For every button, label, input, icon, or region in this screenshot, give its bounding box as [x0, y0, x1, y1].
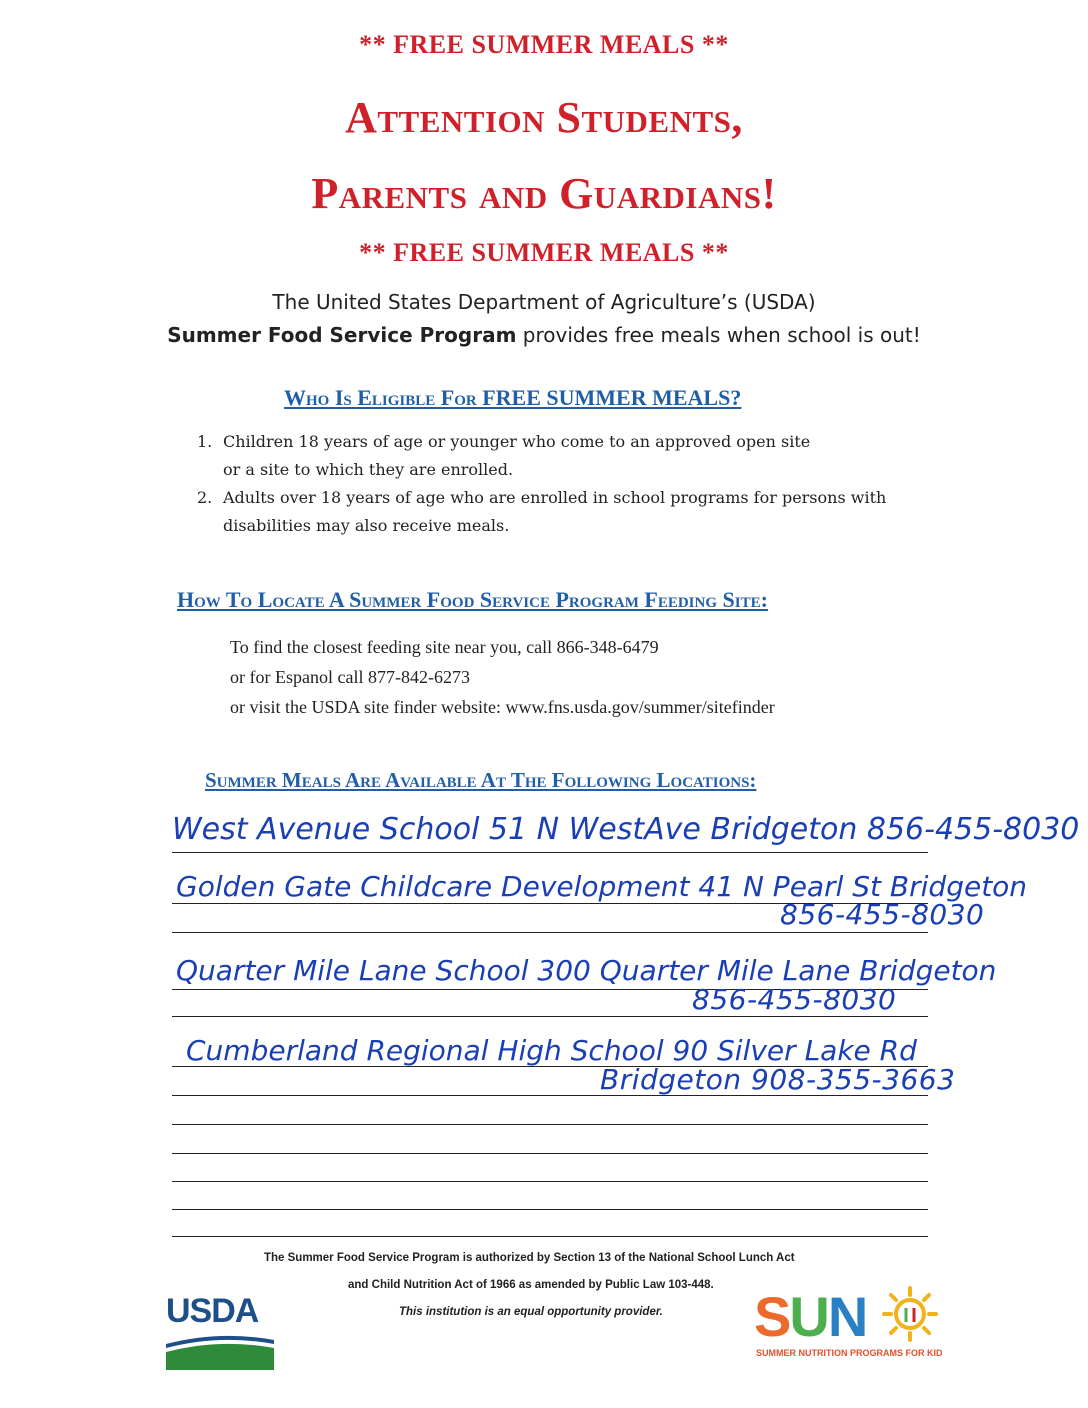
- intro-line-1: The United States Department of Agriculture’s (USDA): [272, 290, 816, 314]
- eligibility-heading: Who Is Eligible For FREE SUMMER MEALS?: [284, 385, 742, 410]
- footer-line-3: [399, 1306, 663, 1318]
- handwritten-location-3-phone: 856-455-8030: [692, 983, 897, 1016]
- banner-top: ** FREE SUMMER MEALS **: [359, 30, 729, 59]
- locate-heading: How To Locate A Summer Food Service Program Feeding Site:: [177, 587, 768, 612]
- usda-logo: [166, 1292, 276, 1372]
- sun-logo-tagline: SUMMER NUTRITION PROGRAMS FOR KID: [756, 1348, 943, 1358]
- writing-line: [172, 1209, 928, 1210]
- handwritten-location-2: Golden Gate Childcare Development 41 N Pearl St Bridgeton: [176, 870, 1028, 903]
- headline-line-2: Parents and Guardians!: [311, 169, 777, 218]
- sun-logo: [754, 1284, 964, 1364]
- handwritten-location-4-line-2: Bridgeton 908-355-3663: [600, 1063, 956, 1096]
- handwritten-location-1: West Avenue School 51 N WestAve Bridgeton 856-455-8030: [172, 812, 1080, 847]
- intro-line-2: [0, 323, 1088, 347]
- footer-line-1: The Summer Food Service Program is authorized by Section 13 of the National School Lunch Act: [264, 1252, 795, 1264]
- footer-line-2: and Child Nutrition Act of 1966 as amended by Public Law 103-448.: [348, 1279, 714, 1291]
- writing-line: [172, 1153, 928, 1154]
- writing-line: [172, 1016, 928, 1017]
- list-item-text: Adults over 18 years of age who are enrolled in school programs for persons with: [223, 488, 887, 507]
- handwritten-location-2-phone: 856-455-8030: [780, 898, 985, 931]
- writing-line: [172, 1181, 928, 1182]
- list-item-text: or a site to which they are enrolled.: [223, 460, 514, 479]
- usda-logo-graphic: [166, 1330, 274, 1370]
- intro-line-2-rest: provides free meals when school is out!: [516, 323, 921, 347]
- list-item-number: 1.: [197, 432, 213, 451]
- usda-logo-text: USDA: [166, 1292, 259, 1330]
- writing-line: [172, 852, 928, 853]
- sun-logo-text: SUN: [754, 1285, 867, 1348]
- sun-icon: [882, 1286, 938, 1342]
- locate-line-3: or visit the USDA site finder website: www.fns.usda.gov/summer/sitefinder: [230, 697, 775, 717]
- writing-line: [172, 1124, 928, 1125]
- writing-line: [172, 1236, 928, 1237]
- handwritten-location-3: Quarter Mile Lane School 300 Quarter Mile Lane Bridgeton: [176, 954, 997, 987]
- handwritten-location-4: Cumberland Regional High School 90 Silver Lake Rd: [186, 1034, 917, 1067]
- list-item-number: 2.: [197, 488, 213, 507]
- writing-line: [172, 932, 928, 933]
- locate-line-2: or for Espanol call 877-842-6273: [230, 667, 470, 687]
- list-item-text: disabilities may also receive meals.: [223, 516, 510, 535]
- footer-line-3-text: This institution is an equal opportunity provider.: [399, 1306, 663, 1318]
- program-name: Summer Food Service Program: [167, 323, 517, 347]
- locations-heading: Summer Meals Are Available At The Following Locations:: [205, 768, 757, 792]
- list-item-text: Children 18 years of age or younger who come to an approved open site: [223, 432, 811, 451]
- headline-line-1: Attention Students,: [345, 93, 743, 142]
- locate-line-1: To find the closest feeding site near you, call 866-348-6479: [230, 637, 659, 657]
- eligibility-list: [197, 428, 957, 540]
- banner-bottom: ** FREE SUMMER MEALS **: [359, 238, 729, 267]
